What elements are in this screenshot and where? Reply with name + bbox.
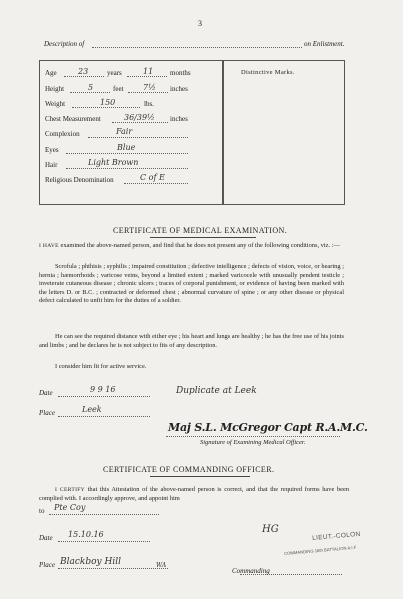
- chest-dotline: [112, 122, 168, 123]
- height-feet-value: 5: [88, 83, 94, 92]
- commanding-date-dotline: [58, 541, 150, 542]
- complexion-label: Complexion: [45, 130, 80, 138]
- inches-label: inches: [170, 85, 188, 93]
- commanding-label: Commanding: [232, 567, 270, 575]
- chest-label: Chest Measurement: [45, 115, 101, 123]
- commanding-place-value: Blackboy Hill: [60, 557, 121, 567]
- months-dotline: [127, 76, 167, 77]
- stamp-unit: COMMANDING 16th BATTALION A.I.F: [283, 544, 357, 556]
- appoint-to-dotline: [49, 514, 159, 515]
- medical-intro-paragraph: [39, 242, 344, 251]
- commanding-certify-lead: I CERTIFY: [55, 487, 85, 493]
- description-dotline: [92, 47, 302, 48]
- religion-dotline: [124, 183, 188, 184]
- height-inches-dotline: [128, 92, 168, 93]
- stamp-rank: LIEUT.-COLON: [311, 530, 361, 542]
- page-number: 3: [198, 19, 202, 28]
- medical-place-value: Leek: [82, 405, 102, 414]
- description-label: Description of: [44, 40, 85, 48]
- age-label: Age: [45, 69, 57, 77]
- age-years-value: 23: [78, 67, 89, 76]
- eyes-dotline: [66, 153, 188, 154]
- hair-label: Hair: [45, 161, 58, 169]
- commanding-certificate-title: CERTIFICATE OF COMMANDING OFFICER.: [103, 465, 275, 474]
- years-label: years: [107, 69, 122, 77]
- weight-label: Weight: [45, 100, 66, 108]
- weight-value: 150: [100, 98, 116, 107]
- eyes-value: Blue: [117, 143, 136, 152]
- commanding-certify-paragraph: [39, 486, 349, 503]
- commanding-certify-text: that this Attestation of the above-named person is correct, and that the required forms have been complied with. I accordingly approve, and appoint him: [39, 486, 350, 502]
- medical-date-label: Date: [39, 389, 53, 397]
- medical-certificate-title: CERTIFICATE OF MEDICAL EXAMINATION.: [113, 226, 288, 235]
- feet-label: feet: [113, 85, 124, 93]
- medical-conditions-paragraph: Scrofula ; phthisis ; syphilis ; impaired constitution ; defective intelligence ; defects of vision, voice, or hearing ; hernia ; hæmorrhoids ; varicose veins, beyond a limited extent ; marked varicocele with unusually pendent testicle ; inveterate cutaneous disease ; chronic ulcers ; traces of corporal punishment, or evidence of having been marked with the letters D. or B.C. ; contracted or deformed chest ; abnormal curvature of spine ; or any other disease or physical defect calculated to unfit him for the duties of a soldier.: [39, 263, 344, 305]
- commanding-initials: HG: [262, 524, 279, 535]
- months-label: months: [170, 69, 191, 77]
- appoint-to-label: to: [39, 507, 45, 515]
- distinctive-marks-label: Distinctive Marks.: [241, 69, 295, 76]
- medical-place-label: Place: [39, 409, 55, 417]
- chest-value: 36/39½: [124, 113, 155, 122]
- hair-value: Light Brown: [88, 158, 139, 167]
- medical-fit-statement: I consider him fit for active service.: [55, 363, 147, 370]
- chest-inches-label: inches: [170, 115, 188, 123]
- medical-date-value: 9 9 16: [90, 385, 116, 394]
- commanding-place-dotline: [58, 568, 168, 569]
- complexion-dotline: [88, 137, 188, 138]
- eyes-label: Eyes: [45, 146, 59, 154]
- religion-label: Religious Denomination: [45, 176, 114, 184]
- medical-title-underline: [150, 237, 256, 238]
- height-feet-dotline: [70, 92, 110, 93]
- complexion-value: Fair: [116, 127, 133, 136]
- appoint-to-value: Pte Coy: [54, 503, 86, 512]
- lbs-label: lbs.: [144, 100, 154, 108]
- medical-date-dotline: [58, 396, 150, 397]
- on-enlistment-label: on Enlistment.: [304, 40, 345, 48]
- religion-value: C of E: [140, 173, 165, 182]
- height-label: Height: [45, 85, 65, 93]
- commanding-place-label: Place: [39, 561, 55, 569]
- medical-place-dotline: [58, 416, 150, 417]
- medical-fitness-paragraph: He can see the required distance with either eye ; his heart and lungs are healthy ; he has the free use of his joints and limbs ; and he declares he is not subject to fits of any description.: [39, 333, 344, 349]
- commanding-date-value: 15.10.16: [68, 530, 104, 539]
- medical-signature-caption: Signature of Examining Medical Officer.: [200, 439, 306, 446]
- commanding-date-label: Date: [39, 534, 53, 542]
- distinctive-marks-box: [222, 60, 345, 205]
- medical-duplicate-note: Duplicate at Leek: [176, 386, 257, 396]
- medical-signature-dotline: [166, 436, 340, 437]
- commanding-title-underline: [150, 476, 250, 477]
- age-dotline: [64, 76, 104, 77]
- hair-dotline: [66, 168, 188, 169]
- medical-officer-signature: Maj S.L. McGregor Capt R.A.M.C.: [168, 421, 368, 434]
- weight-dotline: [72, 107, 140, 108]
- height-inches-value: 7½: [143, 83, 156, 92]
- medical-intro-lead: I HAVE: [39, 243, 59, 249]
- medical-intro-text: examined the above-named person, and find that he does not present any of the following conditions, viz. :—: [58, 242, 340, 249]
- commanding-place-suffix: WA: [156, 562, 167, 569]
- age-months-value: 11: [143, 67, 154, 76]
